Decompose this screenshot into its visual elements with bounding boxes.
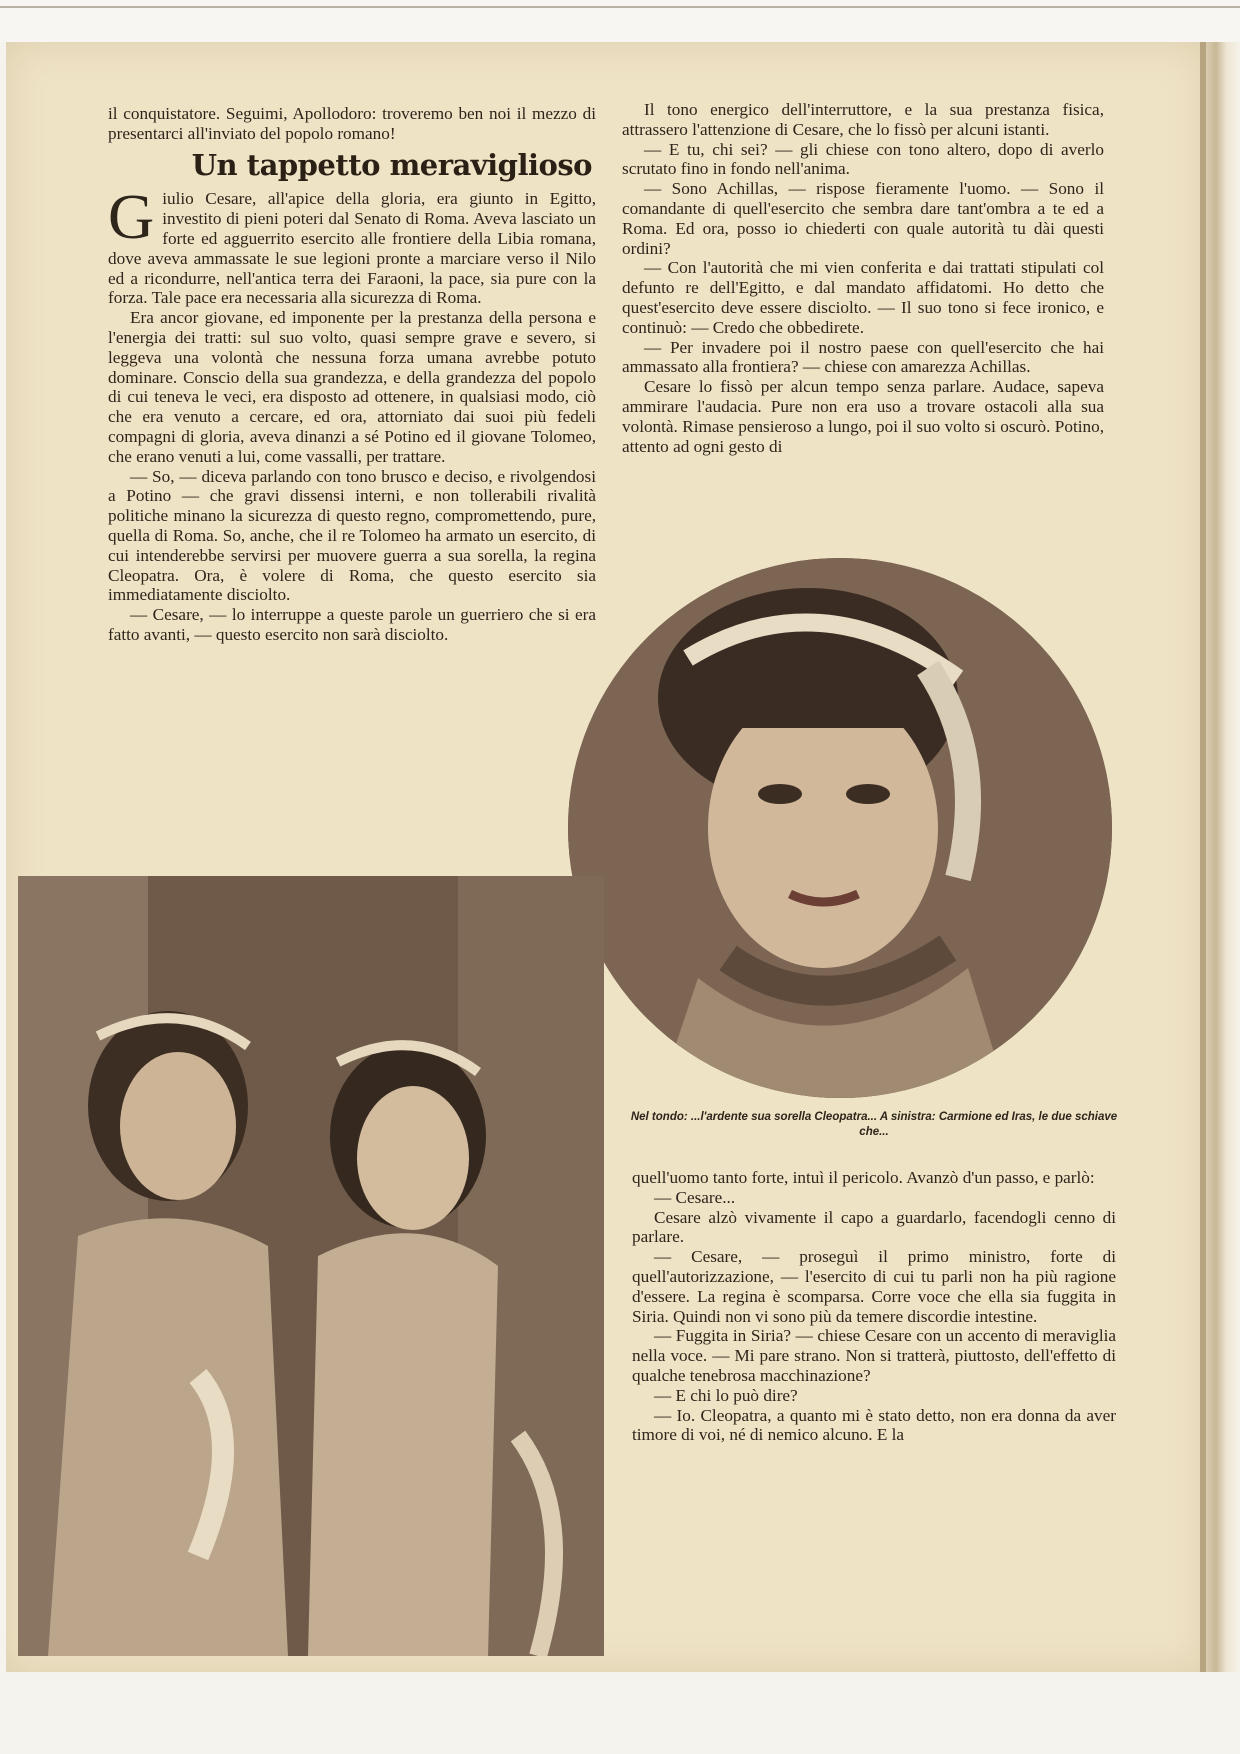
- section-title: Un tappetto meraviglioso: [191, 147, 592, 182]
- handmaidens-photo: [18, 876, 604, 1656]
- body-paragraph: — Cesare, — lo interruppe a queste parole un guerriero che si era fatto avanti, — questo esercito non sarà disciolto.: [108, 605, 596, 644]
- first-paragraph-text: iulio Cesare, all'apice della gloria, era giunto in Egitto, investito di pieni poteri dal Senato di Roma. Aveva lasciato un forte ed agguerrito esercito alle frontiere della Libia romana, dove aveva ammassate le sue legioni pronte a marciare verso il Nilo ed a ricondurre, nell'antica terra dei Faraoni, la pace, sia pure con la forza. Tale pace era necessaria alla sicurezza di Roma.: [108, 189, 596, 308]
- photo-caption: Nel tondo: ...l'ardente sua sorella Cleopatra... A sinistra: Carmione ed Iras, le due schiave che...: [630, 1111, 1118, 1138]
- body-paragraph: quell'uomo tanto forte, intuì il pericolo. Avanzò d'un passo, e parlò:: [632, 1168, 1095, 1187]
- right-text-column-bottom: [632, 1168, 1116, 1445]
- body-paragraph: — Sono Achillas, — rispose fieramente l'uomo. — Sono il comandante di quell'esercito che sembra dare tant'ombra a te ed a Roma. Ed ora, posso io chiederti con quale autorità tu dài questi ordini?: [622, 179, 1104, 258]
- body-paragraph: — Per invadere poi il nostro paese con quell'esercito che hai ammassato alla frontiera? — chiese con amarezza Achillas.: [622, 337, 1104, 377]
- body-paragraph: — Fuggita in Siria? — chiese Cesare con un accento di meraviglia nella voce. — Mi pare strano. Non si tratterà, piuttosto, dell'effetto di qualche tenebrosa macchinazione?: [632, 1326, 1116, 1385]
- lead-paragraph: il conquistatore. Seguimi, Apollodoro: troveremo ben noi il mezzo di presentarci all'inviato del popolo romano!: [108, 104, 596, 143]
- left-text-column: [108, 104, 596, 645]
- page-edge-shadow: [1206, 42, 1240, 1672]
- body-paragraph: — So, — diceva parlando con tono brusco e deciso, e rivolgendosi a Potino — che gravi dissensi interni, e non tollerabili rivalità politiche minano la sicurezza di questo regno, compromettendo, pure, quella di Roma. So, anche, che il re Tolomeo ha armato un esercito, di cui intenderebbe servirsi per muovere guerra a sua sorella, la regina Cleopatra. Ora, è volere di Roma, che questo esercito sia immediatamente disciolto.: [108, 466, 596, 605]
- first-paragraph: [108, 181, 596, 308]
- body-paragraph: — Con l'autorità che mi vien conferita e dai trattati stipulati col defunto re dell'Egitto, e dal mandato affidatomi. Ho detto che quest'esercito deve essere disciolto. — Il suo tono si fece ironico, e continuò: — Credo che obbedirete.: [622, 258, 1104, 337]
- body-paragraph: Cesare lo fissò per alcun tempo senza parlare. Audace, sapeva ammirare l'audacia. Pure non era uso a trovare ostacoli alla sua volontà. Rimase pensieroso a lungo, poi il suo volto si oscurò. Potino, attento ad ogni gesto di: [622, 377, 1104, 456]
- body-paragraph: — E tu, chi sei? — gli chiese con tono altero, dopo di averlo scrutato fino in fondo nell'anima.: [622, 139, 1104, 179]
- body-paragraph: Cesare alzò vivamente il capo a guardarlo, facendogli cenno di parlare.: [632, 1207, 1116, 1247]
- body-paragraph: — E chi lo può dire?: [654, 1385, 798, 1405]
- drop-cap: G: [108, 181, 155, 253]
- cleopatra-round-photo: [568, 558, 1112, 1098]
- scan-edge-line: [0, 6, 1240, 8]
- body-paragraph: — Cesare, — proseguì il primo ministro, forte di quell'autorizzazione, — l'esercito di cui tu parli non ha più ragione d'essere. La regina è scomparsa. Corre voce che ella sia fuggita in Siria. Quindi non vi sono più da temere discordie intestine.: [632, 1247, 1116, 1326]
- right-text-column-top: [622, 100, 1104, 456]
- portrait-illustration: [568, 558, 1112, 1098]
- body-paragraph: — Cesare...: [654, 1187, 736, 1207]
- handmaidens-illustration: [18, 876, 604, 1656]
- body-paragraph: Era ancor giovane, ed imponente per la prestanza della persona e l'energia dei tratti: sul suo volto, quasi sempre grave e severo, si leggeva una volontà che nessuna forza umana avrebbe potuto dominare. Conscio della sua grandezza, e della grandezza del popolo di cui teneva le veci, era disposto ad ottenere, in qualsiasi modo, ciò che era venuto a cercare, ed ora, attorniato dai suoi più fedeli compagni di gloria, aveva dinanzi a sé Potino ed il giovane Tolomeo, che erano venuti a lui, come vassalli, per trattare.: [108, 308, 596, 466]
- body-paragraph: Il tono energico dell'interruttore, e la sua prestanza fisica, attrassero l'attenzione di Cesare, che lo fissò per alcuni istanti.: [622, 100, 1104, 139]
- body-paragraph: — Io. Cleopatra, a quanto mi è stato detto, non era donna da aver timore di voi, né di nemico alcuno. E la: [632, 1405, 1116, 1445]
